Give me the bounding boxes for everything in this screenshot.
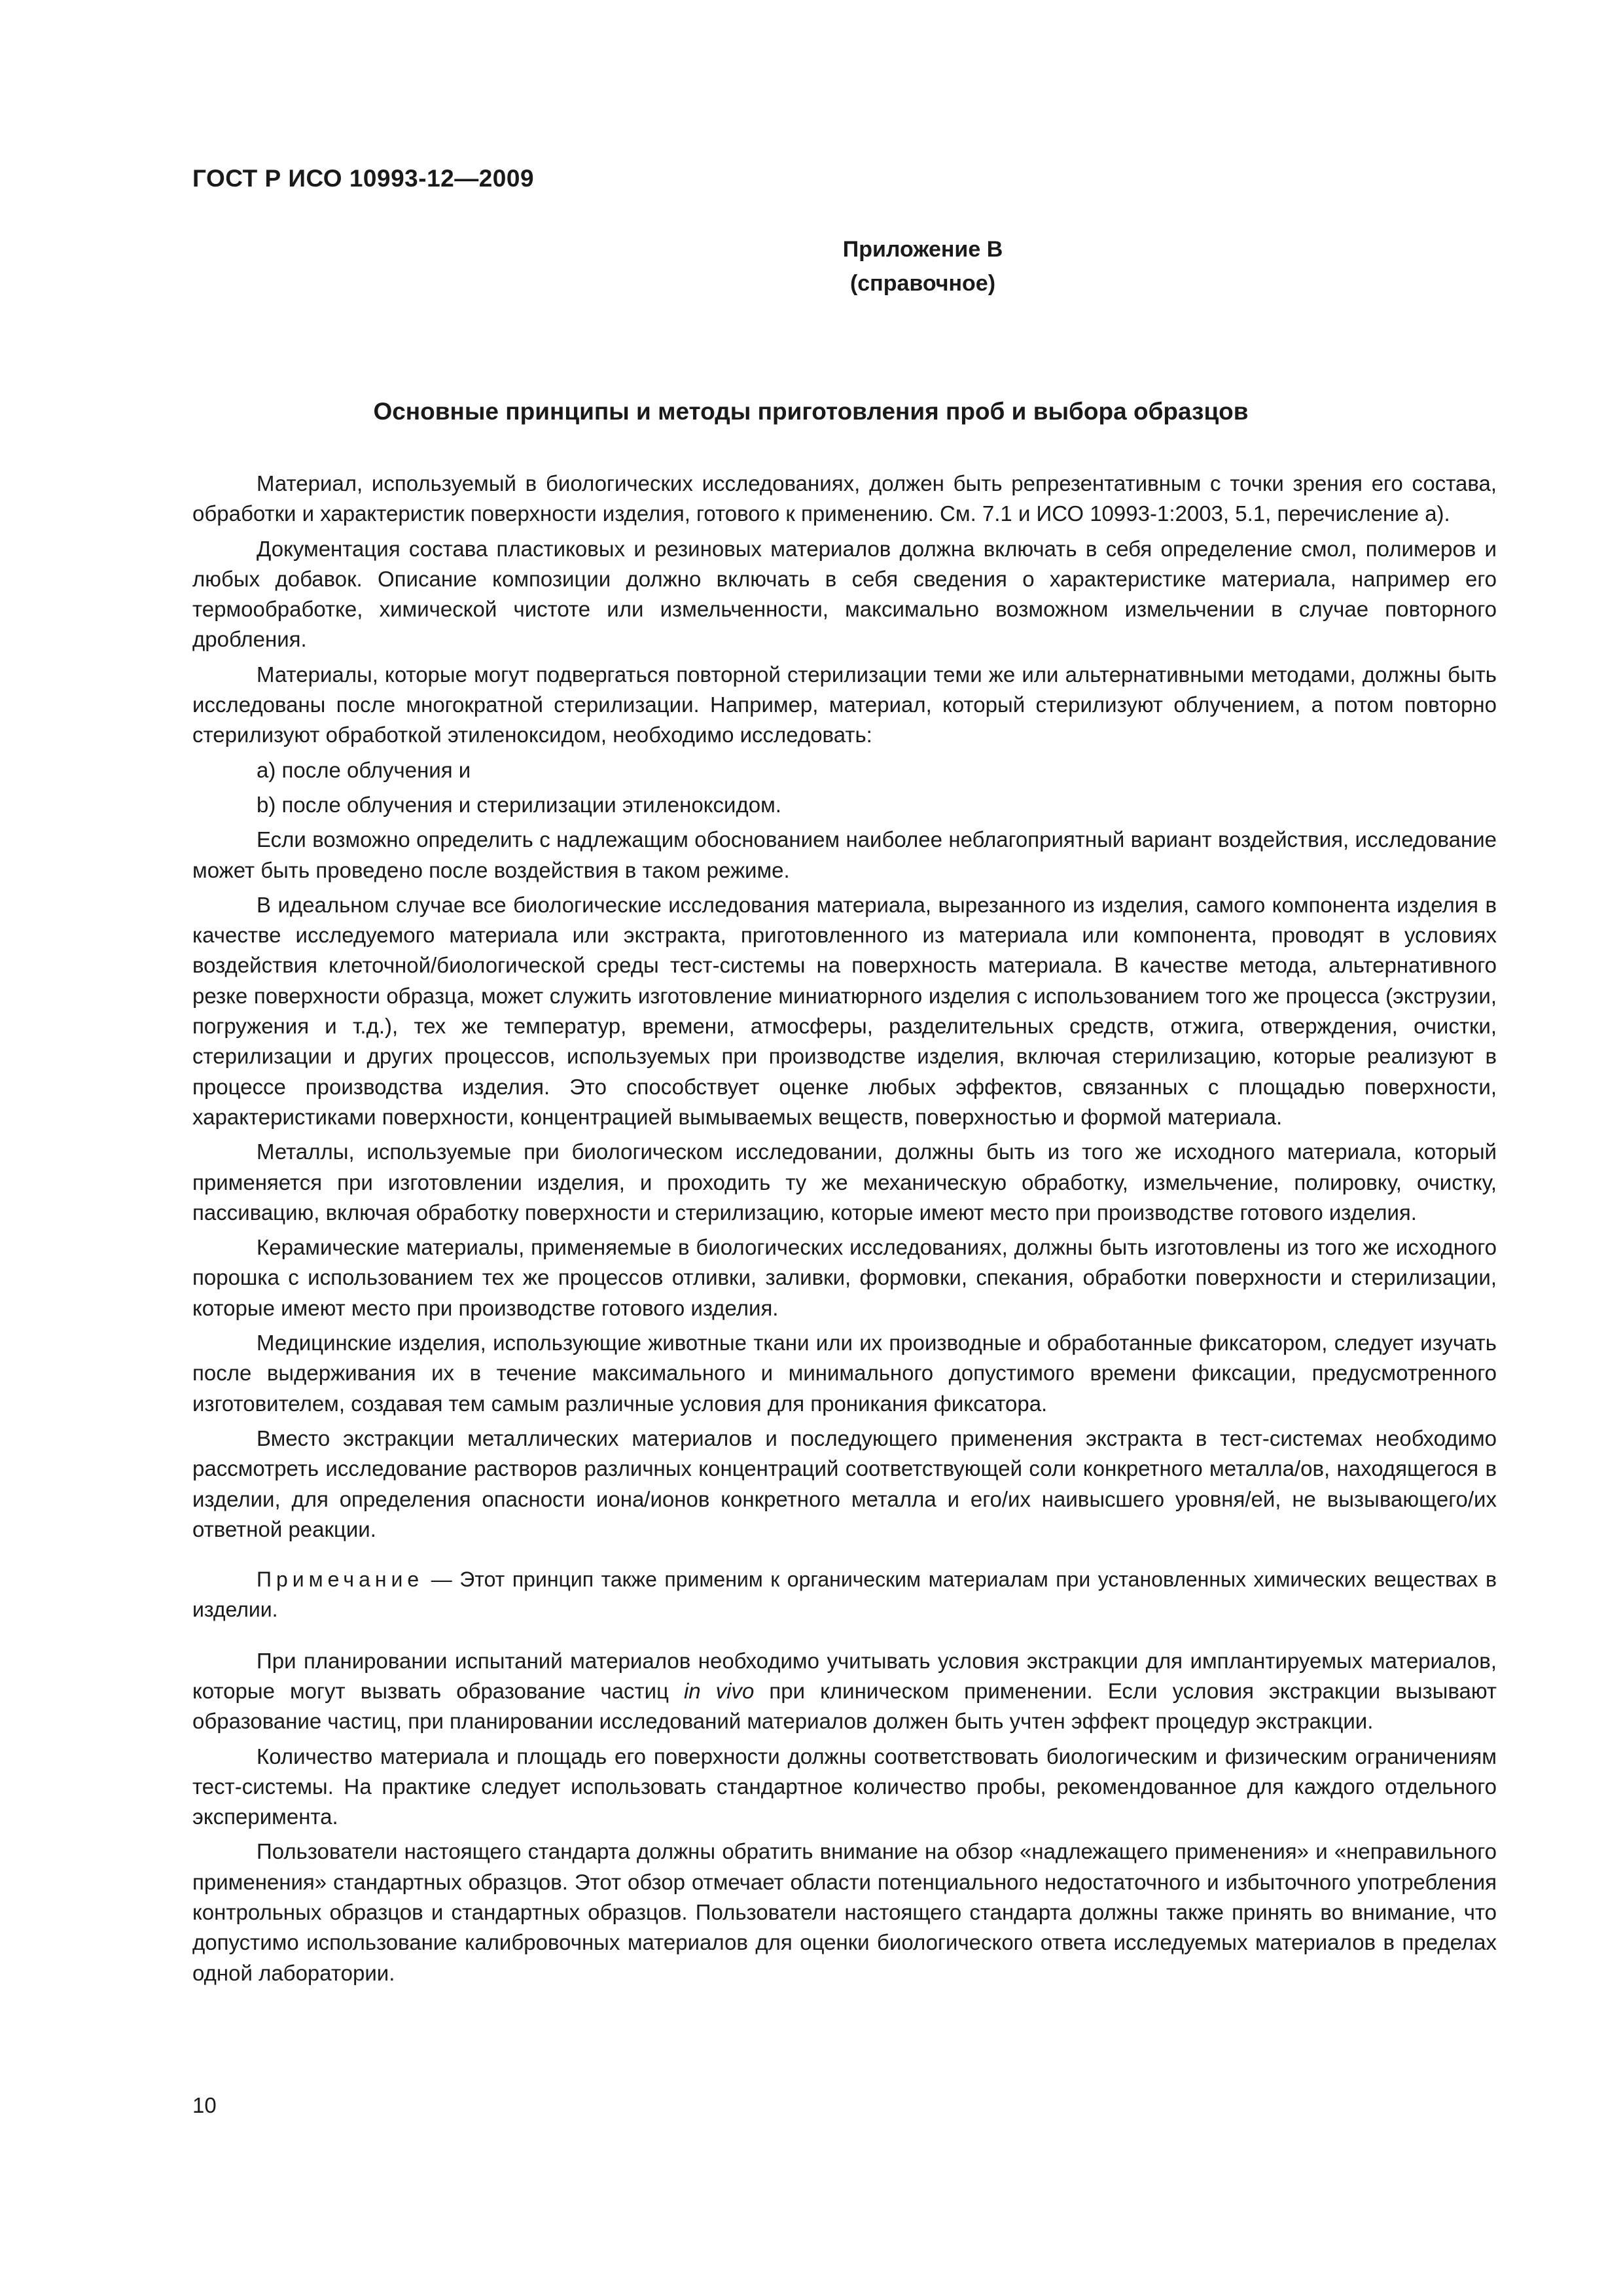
paragraph: Керамические материалы, применяемые в биологических исследованиях, должны быть изготовлены из того же исходного порошка с использованием тех же процессов отливки, заливки, формовки, спекания, обработки поверхности и стерилизации, которые имеют место при производстве готового изделия. <box>192 1235 1497 1320</box>
note <box>192 1564 1497 1625</box>
paragraph <box>192 1646 1497 1737</box>
paragraph: Металлы, используемые при биологическом исследовании, должны быть из того же исходного материала, который применяется при изготовлении изделия, и проходить ту же механическую обработку, измельчение, полировку, очистку, пассивацию, включая обработку поверхности и стерилизацию, которые имеют место при производстве готового изделия. <box>192 1139 1497 1225</box>
paragraph: Документация состава пластиковых и резиновых материалов должна включать в себя определение смол, полимеров и любых добавок. Описание композиции должно включать в себя сведения о характеристике материала, например его термообработке, химической чистоте или измельченности, максимально возможном измельчении в случае повторного дробления. <box>192 536 1497 652</box>
list-item: b) после облучения и стерилизации этиленоксидом. <box>257 792 781 817</box>
annex-title: Приложение В <box>842 237 1003 262</box>
paragraph: Количество материала и площадь его поверхности должны соответствовать биологическим и физическим ограничениям тест-системы. На практике следует использовать стандартное количество пробы, рекомендованное для каждого отдельного эксперимента. <box>192 1744 1497 1829</box>
list-item: а) после облучения и <box>257 757 471 782</box>
paragraph: Если возможно определить с надлежащим обоснованием наиболее неблагоприятный вариант воздействия, исследование может быть проведено после воздействия в таком режиме. <box>192 827 1497 882</box>
paragraph: Пользователи настоящего стандарта должны обратить внимание на обзор «надлежащего применения» и «неправильного применения» стандартных образцов. Этот обзор отмечает области потенциального недостаточного и избыточного употребления контрольных образцов и стандартных образцов. Пользователи настоящего стандарта должны также принять во внимание, что допустимо использование калибровочных материалов для оценки биологического ответа исследуемых материалов в пределах одной лаборатории. <box>192 1839 1497 1985</box>
annex-type: (справочное) <box>849 271 996 296</box>
page-number: 10 <box>192 2093 217 2117</box>
italic-term: in vivo <box>683 1678 755 1703</box>
paragraph: Вместо экстракции металлических материалов и последующего применения экстракта в тест-системах необходимо рассмотреть исследование растворов различных концентраций соответствующей соли конкретного металла/ов, находящегося в изделии, для определения опасности иона/ионов конкретного металла и его/их наивысшего уровня/ей, не вызывающего/их ответной реакции. <box>192 1426 1497 1541</box>
section-heading: Основные принципы и методы приготовления проб и выбора образцов <box>373 398 1249 425</box>
document-code: ГОСТ Р ИСО 10993-12—2009 <box>192 165 535 192</box>
paragraph-text: при клиническом применении. Если условия экстракции вызывают образование частиц, при планировании исследований материалов должен быть учтен эффект процедур экстракции. <box>192 1678 1497 1734</box>
paragraph: Материал, используемый в биологических исследованиях, должен быть репрезентативным с точки зрения его состава, обработки и характеристик поверхности изделия, готового к применению. См. 7.1 и ИСО 10993-1:2003, 5.1, перечисление а). <box>192 471 1497 526</box>
paragraph: В идеальном случае все биологические исследования материала, вырезанного из изделия, самого компонента изделия в качестве исследуемого материала или экстракта, приготовленного из материала или компонента, проводят в условиях воздействия клеточной/биологической среды тест-системы на поверхность материала. В качестве метода, альтернативного резке поверхности образца, может служить изготовление миниатюрного изделия с использованием того же процесса (экструзии, погружения и т.д.), тех же температур, времени, атмосферы, разделительных средств, отжига, отверждения, очистки, стерилизации и других процессов, используемых при производстве изделия, включая стерилизацию, которые реализуют в процессе производства изделия. Это способствует оценке любых эффектов, связанных с площадью поверхности, характеристиками поверхности, концентрацией вымываемых веществ, поверхностью и формой материала. <box>192 892 1497 1129</box>
note-text: — Этот принцип также применим к органическим материалам при установленных химических веществах в изделии. <box>192 1568 1497 1622</box>
note-label: Примечание <box>257 1568 424 1592</box>
paragraph: Медицинские изделия, использующие животные ткани или их производные и обработанные фиксатором, следует изучать после выдерживания их в течение максимального и минимального допустимого времени фиксации, предусмотренного изготовителем, создавая тем самым различные условия для проникания фиксатора. <box>192 1331 1497 1416</box>
body-text <box>192 469 1497 1993</box>
paragraph-text: При планировании испытаний материалов необходимо учитывать условия экстракции для имплантируемых материалов, которые могут вызвать образование частиц <box>192 1648 1497 1703</box>
paragraph: Материалы, которые могут подвергаться повторной стерилизации теми же или альтернативными методами, должны быть исследованы после многократной стерилизации. Например, материал, который стерилизуют облучением, а потом повторно стерилизуют обработкой этиленоксидом, необходимо исследовать: <box>192 662 1497 747</box>
